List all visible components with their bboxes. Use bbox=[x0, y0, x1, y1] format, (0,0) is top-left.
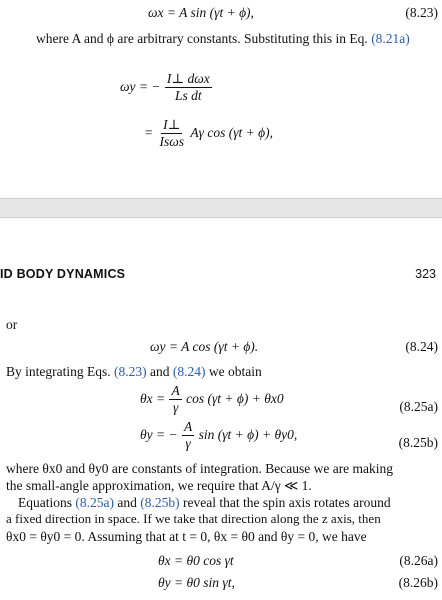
fraction bbox=[165, 72, 212, 103]
fraction-denominator: Isωs bbox=[159, 134, 185, 150]
paragraph-integrating bbox=[6, 363, 262, 381]
text: we obtain bbox=[208, 364, 262, 379]
fraction-numerator: I⊥ bbox=[161, 118, 182, 134]
equation-omega-y-line2 bbox=[144, 118, 273, 149]
text: where A and ϕ are arbitrary constants. Substituting this in Eq. bbox=[36, 31, 368, 46]
equation-8-26b bbox=[158, 574, 235, 592]
eq-lhs: θy = − bbox=[140, 426, 178, 442]
equation-8-24 bbox=[150, 338, 258, 356]
eq-lhs: = bbox=[144, 124, 154, 140]
page-top bbox=[0, 0, 442, 198]
fraction-numerator: I⊥ dωx bbox=[165, 72, 212, 88]
page-number: 323 bbox=[415, 267, 436, 281]
running-header: ID BODY DYNAMICS bbox=[0, 267, 126, 281]
page-separator bbox=[0, 198, 442, 218]
fraction bbox=[182, 420, 194, 451]
ref-8-23-link[interactable]: (8.23) bbox=[114, 364, 147, 379]
equation-number-8-26a: (8.26a) bbox=[399, 553, 438, 568]
paragraph-line: the small-angle approximation, we require that A/γ ≪ 1. bbox=[6, 478, 312, 493]
equation-8-25a bbox=[140, 384, 284, 415]
ref-8-24-link[interactable]: (8.24) bbox=[172, 364, 206, 379]
equation-number-8-25b: (8.25b) bbox=[398, 435, 438, 450]
fraction-denominator: Ls dt bbox=[174, 88, 202, 104]
fraction-denominator: γ bbox=[185, 436, 191, 452]
text: and bbox=[117, 495, 137, 510]
or-text: or bbox=[6, 317, 18, 332]
fraction-numerator: A bbox=[169, 384, 181, 400]
paragraph-line: a fixed direction in space. If we take that direction along the z axis, then bbox=[6, 511, 381, 526]
eq-rhs: cos (γt + ϕ) + θx0 bbox=[186, 390, 284, 406]
equation-omega-y bbox=[120, 72, 213, 103]
eq-lhs: ωy = − bbox=[120, 78, 161, 94]
equation-text: ωx = A sin (γt + ϕ), bbox=[148, 5, 254, 20]
fraction-numerator: A bbox=[182, 420, 194, 436]
equation-number-8-25a: (8.25a) bbox=[399, 399, 438, 414]
text: By integrating Eqs. bbox=[6, 364, 111, 379]
eq-lhs: θx = bbox=[140, 390, 166, 406]
page-bottom bbox=[0, 218, 442, 600]
equation-text: θy = θ0 sin γt, bbox=[158, 575, 235, 590]
eq-rhs: sin (γt + ϕ) + θy0, bbox=[198, 426, 298, 442]
ref-8-25b-link[interactable]: (8.25b) bbox=[140, 495, 180, 510]
equation-number-8-23: (8.23) bbox=[405, 5, 438, 20]
fraction-denominator: γ bbox=[172, 400, 179, 416]
ref-8-21a-link[interactable]: (8.21a) bbox=[371, 31, 410, 46]
text: Equations bbox=[18, 495, 72, 510]
equation-text: θx = θ0 cos γt bbox=[158, 553, 234, 568]
paragraph-where bbox=[36, 30, 410, 48]
equation-8-26a bbox=[158, 552, 234, 570]
text: reveal that the spin axis rotates around bbox=[182, 495, 391, 510]
fraction bbox=[169, 384, 181, 415]
equation-8-23 bbox=[148, 4, 254, 22]
fraction bbox=[158, 118, 187, 149]
paragraph-line: where θx0 and θy0 are constants of integration. Because we are making bbox=[6, 461, 394, 476]
eq-rhs: Aγ cos (γt + ϕ), bbox=[190, 124, 274, 140]
paragraph-line: θx0 = θy0 = 0. Assuming that at t = 0, θx = θ0 and θy = 0, we have bbox=[6, 529, 367, 544]
equation-text: ωy = A cos (γt + ϕ). bbox=[150, 339, 259, 354]
ref-8-25a-link[interactable]: (8.25a) bbox=[75, 495, 114, 510]
text: and bbox=[150, 364, 170, 379]
equation-number-8-24: (8.24) bbox=[405, 339, 438, 354]
equation-number-8-26b: (8.26b) bbox=[398, 575, 438, 590]
equation-8-25b bbox=[140, 420, 297, 451]
paragraph-equations bbox=[18, 494, 391, 512]
